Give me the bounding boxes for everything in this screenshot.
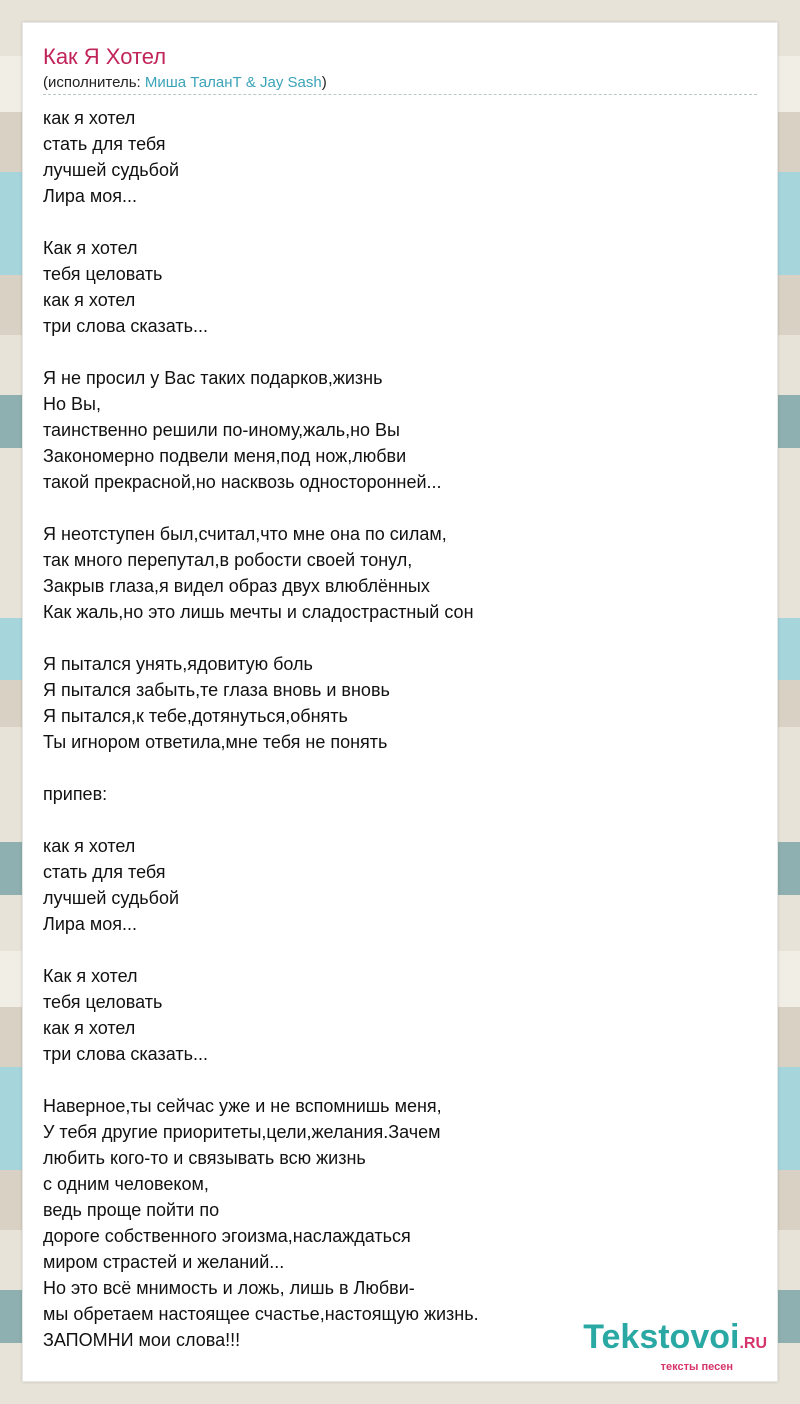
lyrics-line: Но Вы,	[43, 394, 101, 414]
lyrics-line: как я хотел	[43, 1018, 136, 1038]
lyrics-line: Но это всё мнимость и ложь, лишь в Любви-	[43, 1278, 415, 1298]
lyrics-line: Наверное,ты сейчас уже и не вспомнишь меня,	[43, 1096, 442, 1116]
lyrics-card	[22, 22, 778, 1382]
lyrics-blank-line	[43, 339, 479, 365]
lyrics-line: дороге собственного эгоизма,наслаждаться	[43, 1226, 411, 1246]
lyrics-blank-line	[43, 937, 479, 963]
lyrics-line: такой прекрасной,но насквозь односторонней...	[43, 472, 442, 492]
logo-wordmark	[583, 1320, 767, 1361]
lyrics-line: припев:	[43, 784, 108, 804]
lyrics-line: Закрыв глаза,я видел образ двух влюблённых	[43, 576, 430, 596]
lyrics-line: три слова сказать...	[43, 1044, 208, 1064]
lyrics-line: Лира моя...	[43, 914, 138, 934]
lyrics-line: Как я хотел	[43, 966, 138, 986]
logo-name: Tekstovoi	[583, 1318, 740, 1356]
lyrics-line: три слова сказать...	[43, 316, 208, 336]
lyrics-blank-line	[43, 807, 479, 833]
lyrics-line: так много перепутал,в робости своей тонул,	[43, 550, 413, 570]
lyrics-line: миром страстей и желаний...	[43, 1252, 285, 1272]
lyrics-text	[43, 105, 479, 1353]
song-title: Как Я Хотел	[43, 44, 167, 69]
lyrics-line: стать для тебя	[43, 134, 166, 154]
lyrics-line: стать для тебя	[43, 862, 166, 882]
lyrics-line: Как я хотел	[43, 238, 138, 258]
lyrics-blank-line	[43, 755, 479, 781]
lyrics-line: тебя целовать	[43, 264, 163, 284]
lyrics-line: тебя целовать	[43, 992, 163, 1012]
lyrics-line: как я хотел	[43, 836, 136, 856]
logo-tagline: тексты песен	[660, 1361, 733, 1373]
lyrics-blank-line	[43, 209, 479, 235]
lyrics-line: Я пытался забыть,те глаза вновь и вновь	[43, 680, 390, 700]
lyrics-line: Я неотступен был,считал,что мне она по силам,	[43, 524, 447, 544]
artist-line	[43, 74, 757, 95]
lyrics-line: с одним человеком,	[43, 1174, 209, 1194]
lyrics-blank-line	[43, 1067, 479, 1093]
lyrics-line: ЗАПОМНИ мои слова!!!	[43, 1330, 241, 1350]
lyrics-line: У тебя другие приоритеты,цели,желания.Зачем	[43, 1122, 441, 1142]
lyrics-line: Я не просил у Вас таких подарков,жизнь	[43, 368, 383, 388]
lyrics-line: Ты игнором ответила,мне тебя не понять	[43, 732, 388, 752]
lyrics-blank-line	[43, 495, 479, 521]
artist-suffix: )	[321, 74, 327, 91]
artist-link[interactable]: Миша ТаланТ & Jay Sash	[144, 74, 322, 91]
lyrics-line: лучшей судьбой	[43, 160, 180, 180]
site-logo[interactable]	[583, 1320, 767, 1373]
lyrics-line: как я хотел	[43, 108, 136, 128]
lyrics-blank-line	[43, 625, 479, 651]
lyrics-line: как я хотел	[43, 290, 136, 310]
lyrics-line: лучшей судьбой	[43, 888, 180, 908]
lyrics-line: таинственно решили по-иному,жаль,но Вы	[43, 420, 400, 440]
lyrics-line: мы обретаем настоящее счастье,настоящую жизнь.	[43, 1304, 479, 1324]
lyrics-line: Я пытался,к тебе,дотянуться,обнять	[43, 706, 348, 726]
lyrics-line: Закономерно подвели меня,под нож,любви	[43, 446, 407, 466]
artist-prefix: (исполнитель:	[43, 74, 145, 91]
lyrics-line: Я пытался унять,ядовитую боль	[43, 654, 313, 674]
lyrics-line: Лира моя...	[43, 186, 138, 206]
lyrics-line: Как жаль,но это лишь мечты и сладострастный сон	[43, 602, 474, 622]
lyrics-line: ведь проще пойти по	[43, 1200, 220, 1220]
lyrics-line: любить кого-то и связывать всю жизнь	[43, 1148, 366, 1168]
logo-tld: .RU	[739, 1335, 767, 1352]
